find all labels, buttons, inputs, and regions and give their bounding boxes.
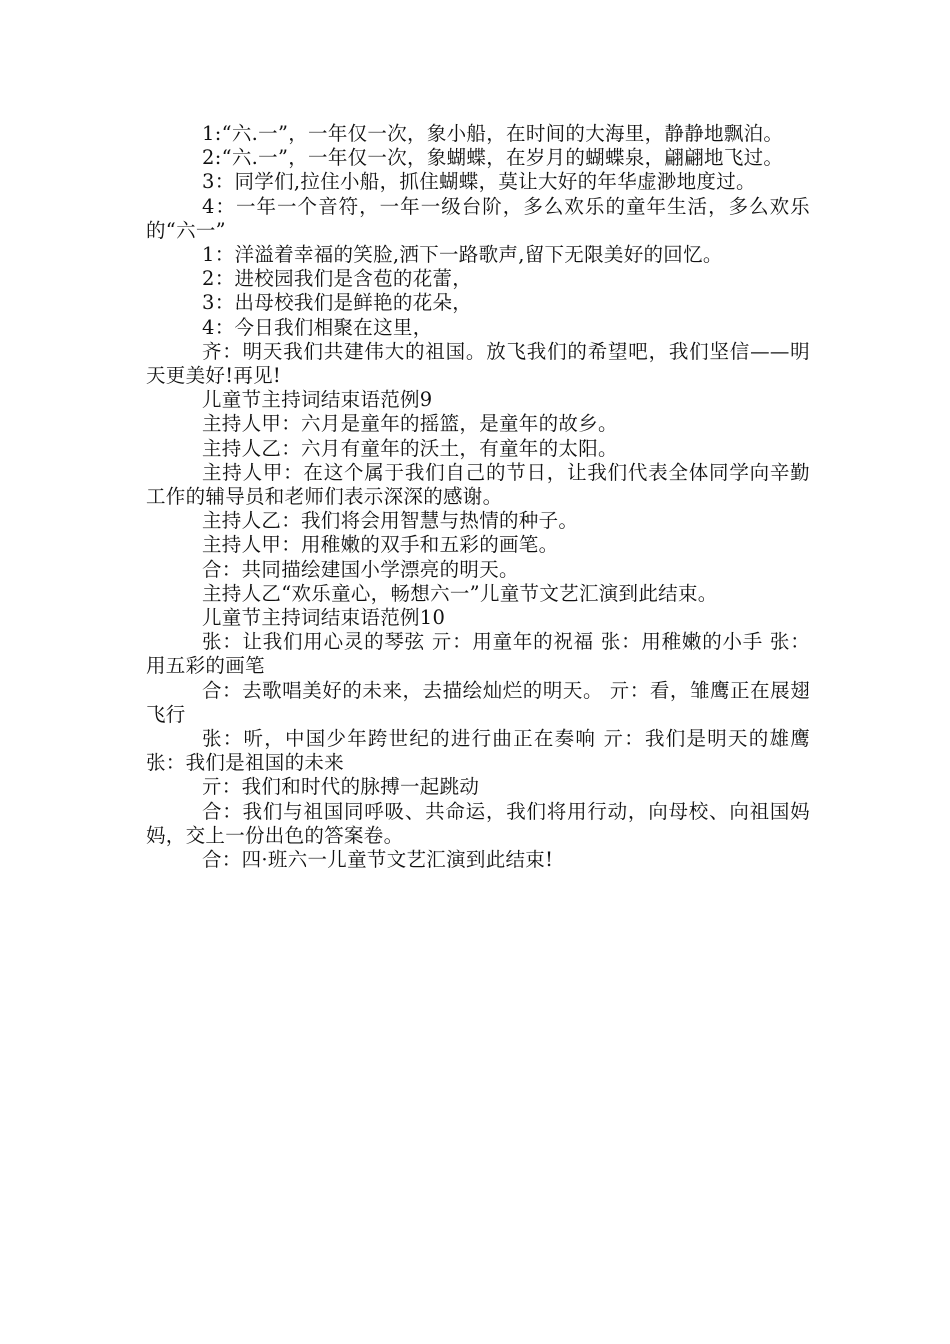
paragraph: 合：去歌唱美好的未来，去描绘灿烂的明天。 亓：看，雏鹰正在展翅飞行 [146,678,810,726]
paragraph: 3：出母校我们是鲜艳的花朵， [202,291,473,315]
paragraph: 主持人乙“欢乐童心，畅想六一”儿童节文艺汇演到此结束。 [202,581,718,605]
document-body [146,122,810,872]
paragraph: 亓：我们和时代的脉搏一起跳动 [202,775,480,799]
paragraph: 1:“六.一”，一年仅一次，象小船，在时间的大海里，静静地飘泊。 [202,122,784,145]
paragraph: 主持人乙：我们将会用智慧与热情的种子。 [202,509,579,533]
paragraph: 合：四·班六一儿童节文艺汇演到此结束! [202,848,554,872]
paragraph: 张：让我们用心灵的琴弦 亓：用童年的祝福 张：用稚嫩的小手 张：用五彩的画笔 [146,630,810,678]
paragraph: 1：洋溢着幸福的笑脸,洒下一路歌声,留下无限美好的回忆。 [202,243,723,267]
paragraph: 张：听，中国少年跨世纪的进行曲正在奏响 亓：我们是明天的雄鹰 张：我们是祖国的未来 [146,727,810,775]
section-heading: 儿童节主持词结束语范例10 [202,606,446,630]
paragraph: 主持人甲：六月是童年的摇篮，是童年的故乡。 [202,412,618,436]
section-heading: 儿童节主持词结束语范例9 [202,388,433,412]
paragraph: 主持人甲：用稚嫩的双手和五彩的画笔。 [202,533,559,557]
paragraph: 主持人乙：六月有童年的沃土，有童年的太阳。 [202,436,618,460]
paragraph: 2:“六.一”，一年仅一次，象蝴蝶，在岁月的蝴蝶泉，翩翩地飞过。 [202,146,784,170]
paragraph: 4：今日我们相聚在这里， [202,315,433,339]
paragraph: 主持人甲：在这个属于我们自己的节日，让我们代表全体同学向辛勤工作的辅导员和老师们表示深深的感谢。 [146,460,810,509]
paragraph: 3：同学们,拉住小船，抓住蝴蝶，莫让大好的年华虚渺地度过。 [202,170,756,194]
paragraph: 2：进校园我们是含苞的花蕾， [202,267,473,291]
paragraph: 齐：明天我们共建伟大的祖国。放飞我们的希望吧，我们坚信——明天更美好!再见! [146,339,810,388]
paragraph: 4：一年一个音符，一年一级台阶，多么欢乐的童年生活，多么欢乐的“六一” [146,194,810,242]
paragraph: 合：共同描绘建国小学漂亮的明天。 [202,557,519,581]
paragraph: 合：我们与祖国同呼吸、共命运，我们将用行动，向母校、向祖国妈妈，交上一份出色的答案卷。 [146,799,810,847]
